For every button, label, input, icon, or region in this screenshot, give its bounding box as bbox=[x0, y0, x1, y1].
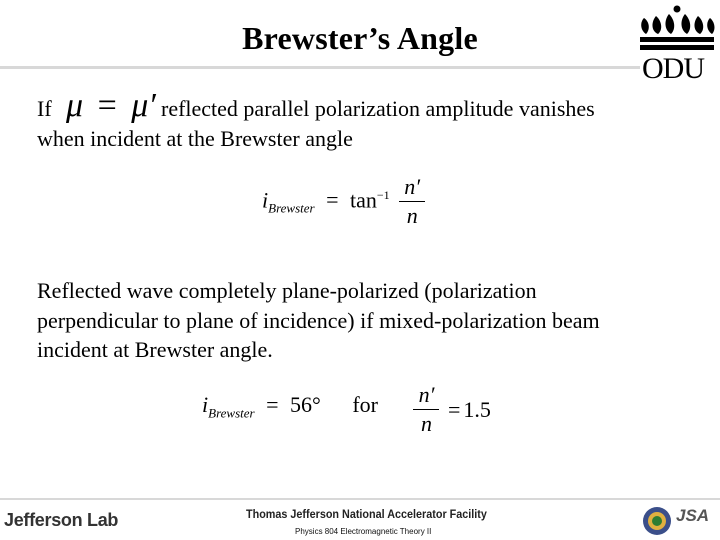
odu-logo bbox=[638, 4, 716, 84]
jefferson-lab-logo: Jefferson Lab bbox=[4, 510, 119, 530]
eq1-fraction bbox=[399, 174, 425, 229]
eq2-fraction-bar bbox=[413, 409, 439, 410]
paragraph2-line-3: incident at Brewster angle. bbox=[37, 337, 273, 362]
eq2-fraction bbox=[413, 382, 439, 437]
odu-wordmark: ODU bbox=[642, 52, 704, 85]
footer-divider bbox=[0, 498, 720, 500]
doe-seal-icon bbox=[642, 506, 672, 536]
body-line-1 bbox=[37, 94, 52, 123]
paragraph2-line-1: Reflected wave completely plane-polarized (polarization bbox=[37, 278, 537, 303]
eq1-lhs-i: i bbox=[262, 186, 269, 212]
eq1-lhs-sub: Brewster bbox=[268, 200, 315, 216]
facility-name: Thomas Jefferson National Accelerator Facility bbox=[246, 507, 487, 521]
equation-brewster-tan bbox=[262, 174, 425, 229]
eq2-denominator: n bbox=[420, 411, 432, 436]
title-divider bbox=[0, 66, 640, 69]
eq1-numerator: n′ bbox=[404, 174, 421, 199]
mu-equals-mu-prime bbox=[66, 86, 156, 126]
eq2-ratio: 1.5 bbox=[463, 396, 491, 422]
eq1-fraction-bar bbox=[399, 201, 425, 202]
eq2-equals: = bbox=[266, 392, 279, 418]
mu-eq: = bbox=[97, 87, 117, 124]
eq2-lhs-sub: Brewster bbox=[208, 405, 255, 421]
paragraph2-line-2: perpendicular to plane of incidence) if mixed-polarization beam bbox=[37, 308, 600, 333]
crown-icon bbox=[638, 4, 716, 56]
eq1-denominator: n bbox=[406, 203, 418, 228]
eq2-equals-2: = bbox=[447, 396, 461, 422]
eq2-for: for bbox=[352, 392, 378, 418]
jsa-logo: JSA bbox=[676, 506, 710, 525]
line1-suffix: reflected parallel polarization amplitude vanishes bbox=[161, 96, 595, 121]
eq1-tan: tan bbox=[350, 186, 377, 212]
equation-brewster-56 bbox=[202, 382, 491, 437]
eq2-value: 56° bbox=[290, 392, 321, 418]
body-line-2: when incident at the Brewster angle bbox=[37, 126, 353, 151]
eq2-numerator: n′ bbox=[418, 382, 435, 407]
eq1-tan-sup: −1 bbox=[376, 187, 390, 202]
line1-prefix: If bbox=[37, 96, 52, 121]
mu-lhs: μ bbox=[66, 87, 84, 124]
mu-rhs: μ′ bbox=[131, 87, 156, 124]
page-title: Brewster’s Angle bbox=[242, 20, 478, 56]
course-name: Physics 804 Electromagnetic Theory II bbox=[295, 527, 432, 536]
eq2-lhs-i: i bbox=[202, 392, 209, 418]
eq1-equals: = bbox=[326, 186, 339, 212]
